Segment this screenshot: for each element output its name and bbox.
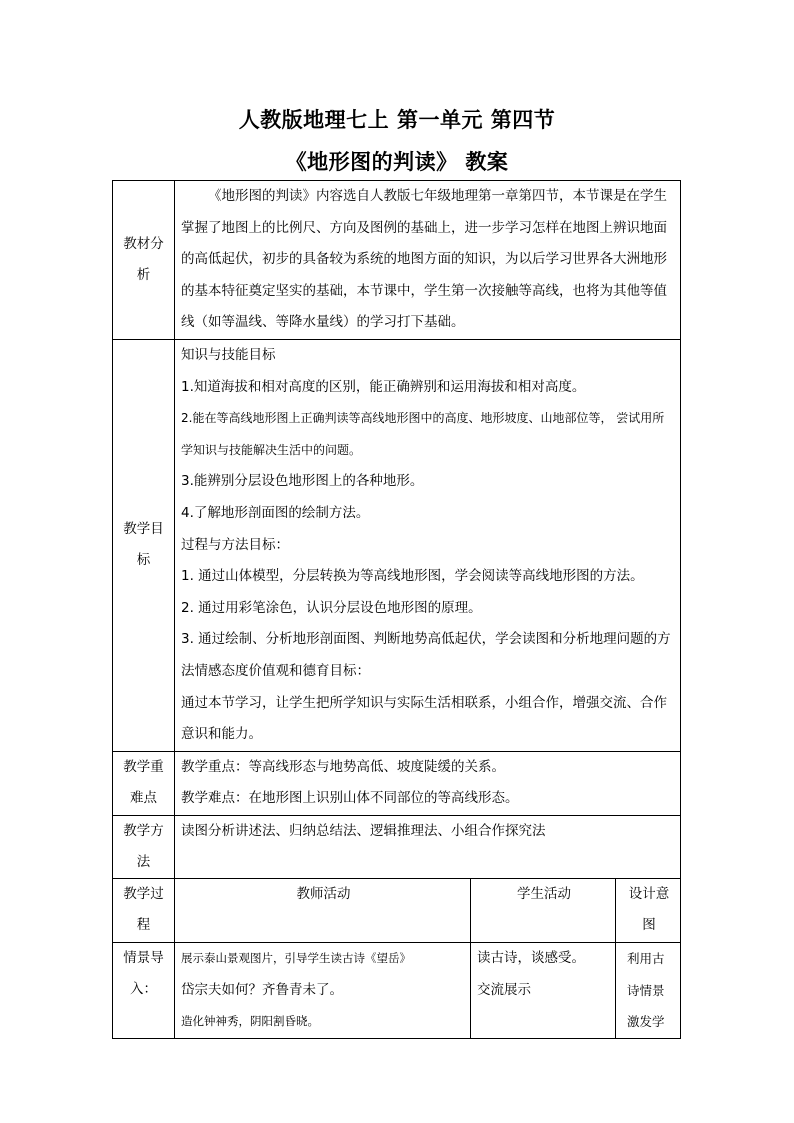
text-zhongdian <box>175 751 681 815</box>
teacher-line: 展示泰山景观图片，引导学生读古诗《望岳》 <box>181 951 411 966</box>
row-zhongdian <box>113 751 681 815</box>
label-zhongdian: 教学重难点 <box>113 751 175 815</box>
row-jiaocai <box>113 181 681 340</box>
goal-item: 2. 通过用彩笔涂色，认识分层设色地形图的原理。 <box>181 599 482 616</box>
design-intent-intro: 利用古诗情景激发学 <box>616 943 681 1039</box>
student-line: 交流展示 <box>477 981 531 998</box>
lesson-plan-table <box>112 180 681 1039</box>
student-line: 读古诗，谈感受。 <box>477 950 585 967</box>
poem-line: 岱宗夫如何？齐鲁青未了。 <box>181 981 343 998</box>
header-student: 学生活动 <box>471 878 616 942</box>
teacher-activity-intro <box>175 943 471 1039</box>
document-title-line2: 《地形图的判读》 教案 <box>285 149 509 174</box>
goal-item: 1. 通过山体模型，分层转换为等高线地形图，学会阅读等高线地形图的方法。 <box>181 568 644 585</box>
student-activity-intro <box>471 943 616 1039</box>
text-mubiao <box>175 339 681 751</box>
document-title-line1: 人教版地理七上 第一单元 第四节 <box>238 107 556 132</box>
header-design: 设计意图 <box>616 878 681 942</box>
goal-item: 3.能辨别分层设色地形图上的各种地形。 <box>181 473 424 490</box>
row-fangfa <box>113 815 681 878</box>
goal-heading-knowledge: 知识与技能目标 <box>181 346 276 363</box>
goal-heading-process: 过程与方法目标： <box>181 536 289 553</box>
row-intro <box>113 943 681 1039</box>
goal-item: 3. 通过绘制、分析地形剖面图、判断地势高低起伏，学会读图和分析地理问题的方法情感态度价值观和德育目标： <box>181 631 671 679</box>
poem-line: 造化钟神秀，阴阳割昏晓。 <box>181 1014 319 1029</box>
goal-item: 通过本节学习，让学生把所学知识与实际生活相联系，小组合作，增强交流、合作意识和能力。 <box>181 694 667 743</box>
row-process-header <box>113 878 681 942</box>
goal-item: 1.知道海拔和相对高度的区别，能正确辨别和运用海拔和相对高度。 <box>181 378 586 395</box>
text-fangfa: 读图分析讲述法、归纳总结法、逻辑推理法、小组合作探究法 <box>175 815 681 878</box>
key-point: 教学重点：等高线形态与地势高低、坡度陡缓的关系。 <box>181 758 505 775</box>
header-teacher: 教师活动 <box>175 878 471 942</box>
difficult-point: 教学难点：在地形图上识别山体不同部位的等高线形态。 <box>181 790 519 807</box>
label-mubiao: 教学目标 <box>113 339 175 751</box>
header-process: 教学过程 <box>113 878 175 942</box>
row-mubiao <box>113 339 681 751</box>
label-intro: 情景导入： <box>113 943 175 1039</box>
label-jiaocai: 教材分析 <box>113 181 175 340</box>
goal-item: 4.了解地形剖面图的绘制方法。 <box>181 504 370 521</box>
goal-item: 2.能在等高线地形图上正确判读等高线地形图中的高度、地形坡度、山地部位等， 尝试用所学知识与技能解决生活中的问题。 <box>181 411 665 457</box>
text-jiaocai: 《地形图的判读》内容选自人教版七年级地理第一章第四节，本节课是在学生掌握了地图上的比例尺、方向及图例的基础上，进一步学习怎样在地图上辨识地面的高低起伏，初步的具备较为系统的地图方面的知识，为以后学习世界各大洲地形的基本特征奠定坚实的基础，本节课中，学生第一次接触等高线，也将为其他等值线（如等温线、等降水量线）的学习打下基础。 <box>175 181 681 340</box>
label-fangfa: 教学方法 <box>113 815 175 878</box>
